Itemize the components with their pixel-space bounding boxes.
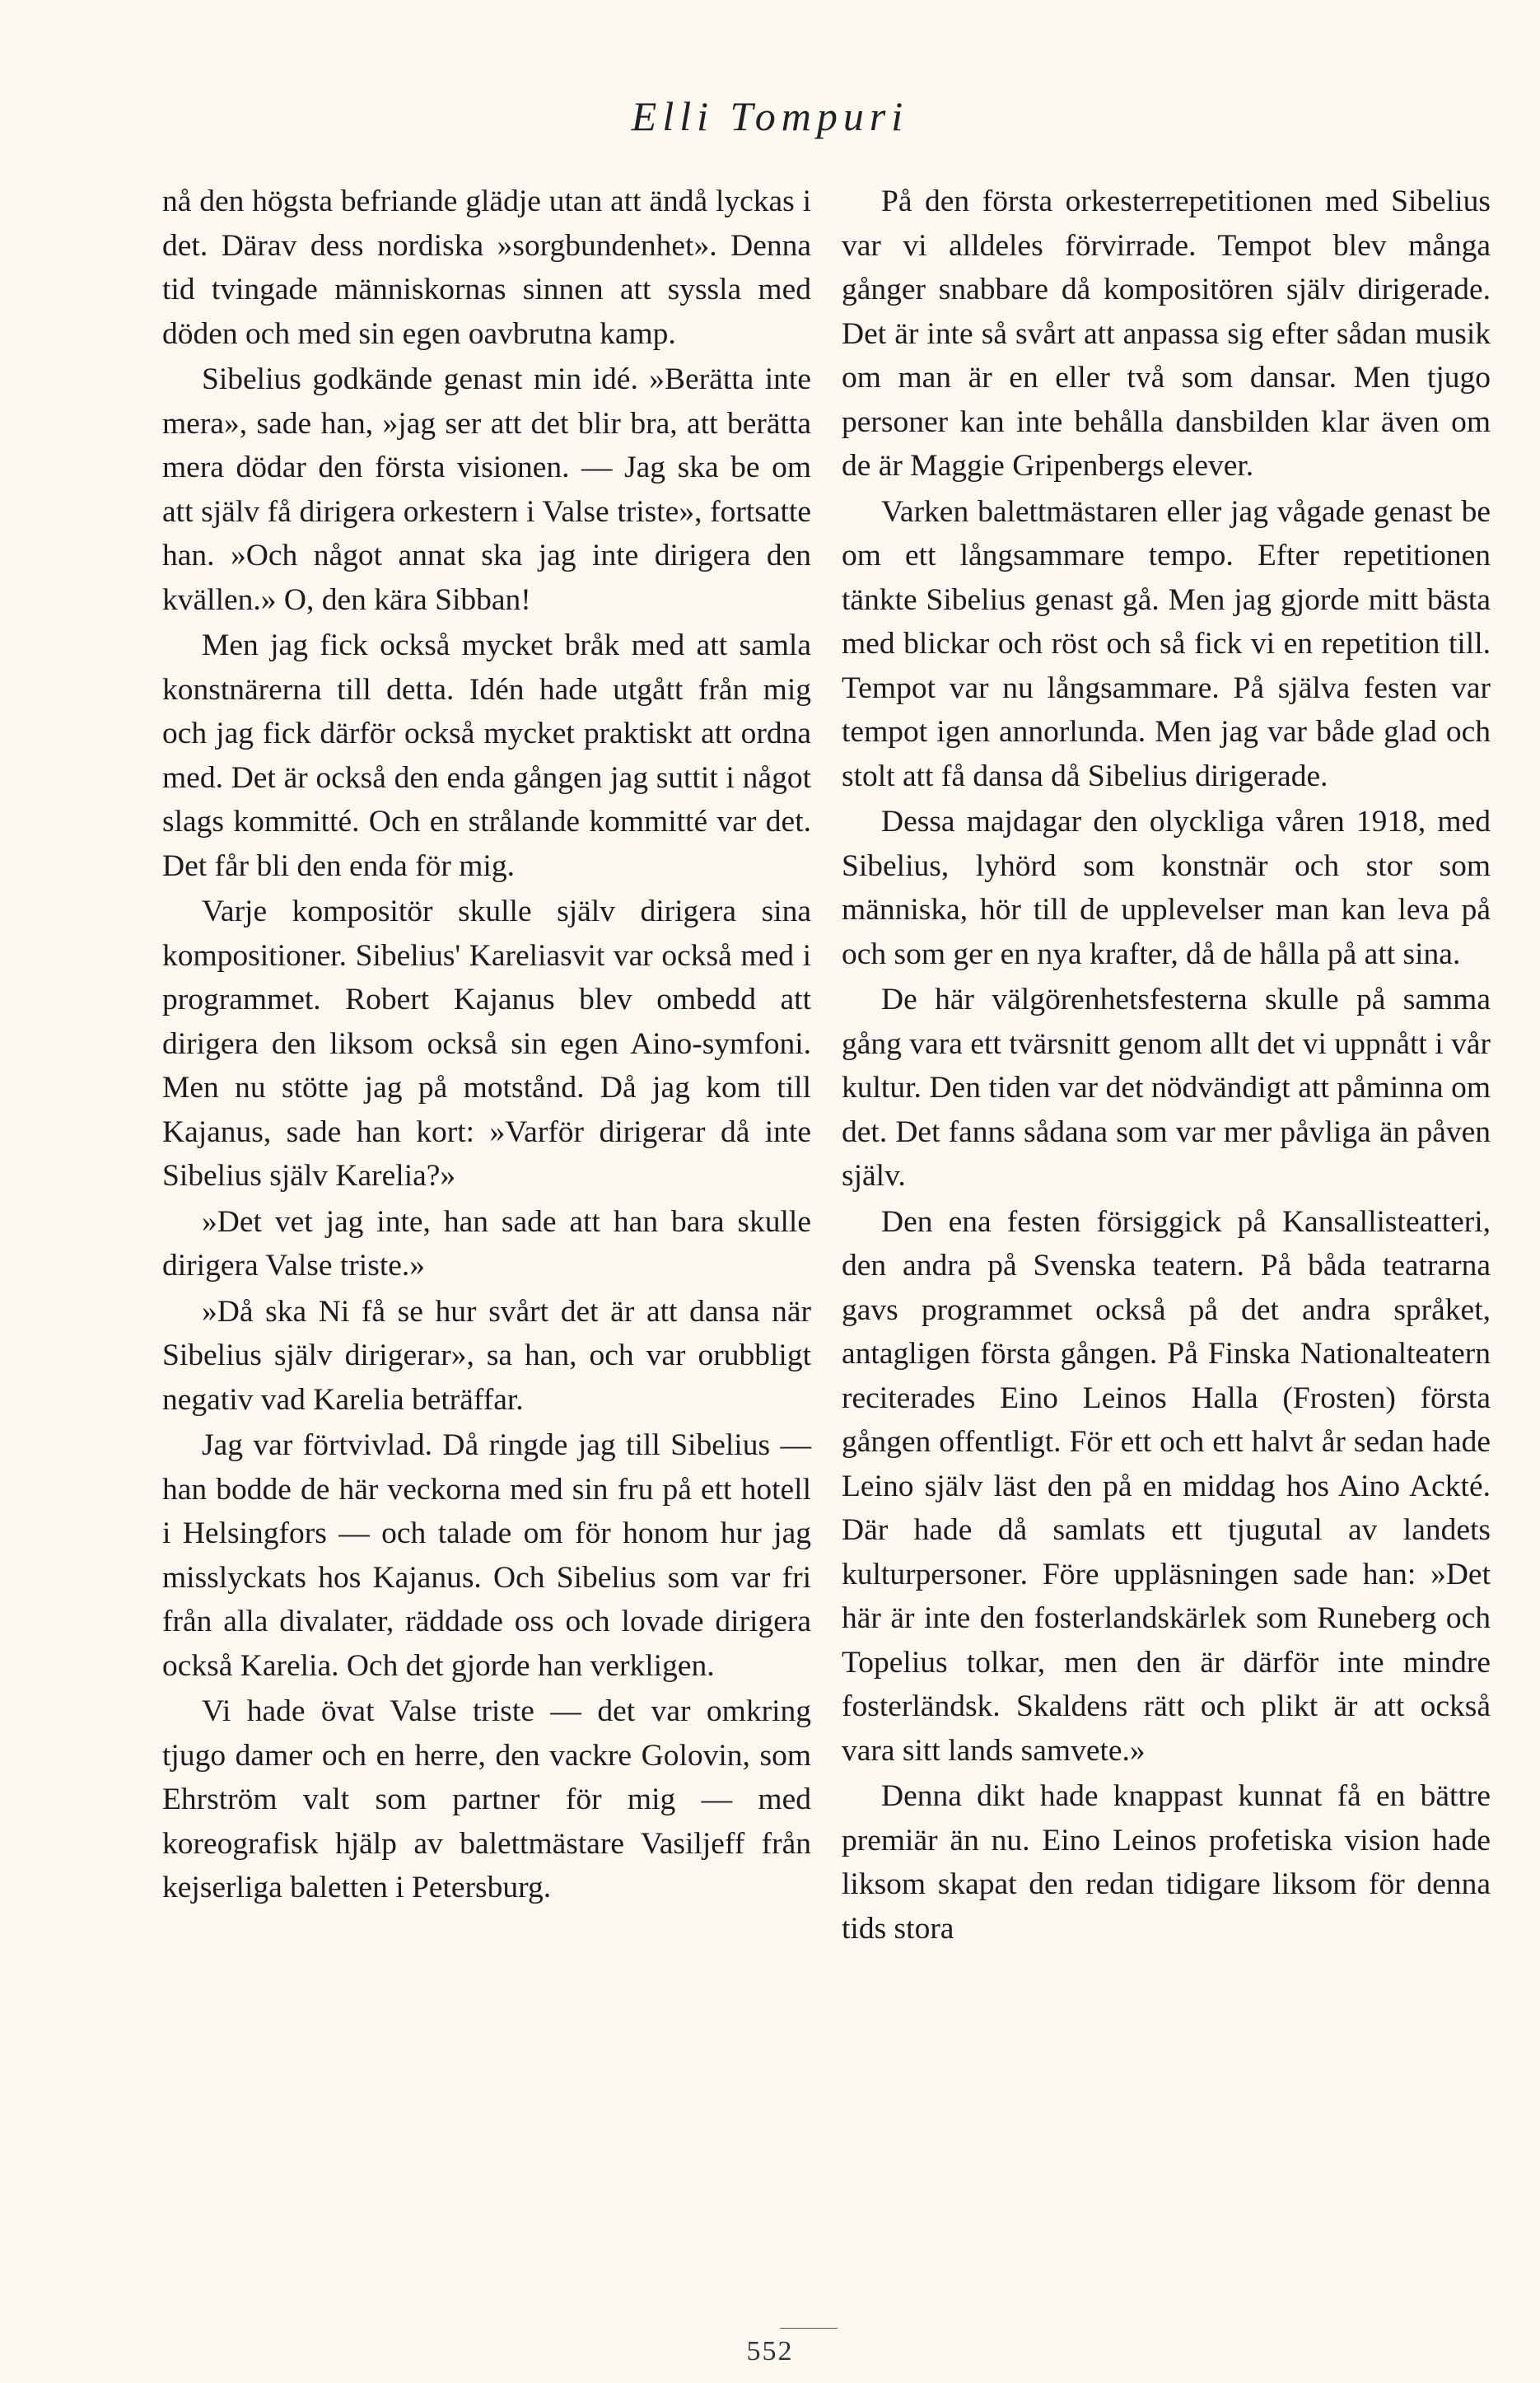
paragraph: Men jag fick också mycket bråk med att samla konstnärerna till detta. Idén hade utgått från mig och jag fick därför också mycket praktiskt att ordna med. Det är också den enda gången jag suttit i något slags kommitté. Och en strålande kommitté var det. Det får bli den enda för mig.	[162, 628, 811, 883]
paragraph: Vi hade övat Valse triste — det var omkring tjugo damer och en herre, den vackre Golovin, som Ehrström valt som partner för mig — med koreografisk hjälp av balettmästare Vasiljeff från kejserliga baletten i Petersburg.	[162, 1694, 811, 1904]
paragraph: nå den högsta befriande glädje utan att ändå lyckas i det. Därav dess nordiska »sorgbundenhet». Denna tid tvingade människornas sinnen att syssla med döden och med sin egen oavbrutna kamp.	[162, 185, 811, 351]
page-number: 552	[746, 2336, 794, 2367]
running-head: Elli Tompuri	[631, 93, 909, 139]
paragraph: Dessa majdagar den olyckliga våren 1918, med Sibelius, lyhörd som konstnär och stor som människa, hör till de upplevelser man kan leva på och som ger en nya krafter, då de hålla på att sina.	[842, 805, 1491, 971]
paragraph: Varken balettmästaren eller jag vågade genast be om ett långsammare tempo. Efter repetitionen tänkte Sibelius genast gå. Men jag gjorde mitt bästa med blickar och röst och så fick vi en repetition till. Tempot var nu långsammare. På själva festen var tempot igen annorlunda. Men jag var både glad och stolt att få dansa då Sibelius dirigerade.	[842, 494, 1491, 793]
page-number-rule	[780, 2328, 838, 2329]
left-column	[162, 180, 811, 1912]
paragraph: Den ena festen försiggick på Kansallisteatteri, den andra på Svenska teatern. På båda teatrarna gavs programmet också på det andra språket, antagligen första gången. På Finska Nationalteatern reciterades Eino Leinos Halla (Frosten) första gången offentligt. För ett och ett halvt år sedan hade Leino själv läst den på en middag hos Aino Ackté. Där hade då samlats ett tjugutal av landets kulturpersoner. Före uppläsningen sade han: »Det här är inte den fosterlandskärlek som Runeberg och Topelius tolkar, men den är därför inte mindre fosterländsk. Skaldens rätt och plikt är att också vara sitt lands samvete.»	[842, 1204, 1491, 1768]
paragraph: Sibelius godkände genast min idé. »Berätta inte mera», sade han, »jag ser att det blir bra, att berätta mera dödar den första visionen. — Jag ska be om att själv få dirigera orkestern i Valse triste», fortsatte han. »Och något annat ska jag inte dirigera den kvällen.» O, den kära Sibban!	[162, 362, 811, 617]
paragraph: »Då ska Ni få se hur svårt det är att dansa när Sibelius själv dirigerar», sa han, och var orubbligt negativ vad Karelia beträffar.	[162, 1294, 811, 1417]
right-column	[842, 180, 1491, 1952]
paragraph: Varje kompositör skulle själv dirigera sina kompositioner. Sibelius' Kareliasvit var också med i programmet. Robert Kajanus blev ombedd att dirigera den liksom också sin egen Aino-symfoni. Men nu stötte jag på motstånd. Då jag kom till Kajanus, sade han kort: »Varför dirigerar då inte Sibelius själv Karelia?»	[162, 895, 811, 1193]
paragraph: »Det vet jag inte, han sade att han bara skulle dirigera Valse triste.»	[162, 1204, 811, 1283]
paragraph: Denna dikt hade knappast kunnat få en bättre premiär än nu. Eino Leinos profetiska vision hade liksom skapat den redan tidigare liksom för denna tids stora	[842, 1779, 1491, 1946]
paragraph: De här välgörenhetsfesterna skulle på samma gång vara ett tvärsnitt genom allt det vi uppnått i vår kultur. Den tiden var det nödvändigt att påminna om det. Det fanns sådana som var mer påvliga än påven själv.	[842, 983, 1491, 1193]
paragraph: På den första orkesterrepetitionen med Sibelius var vi alldeles förvirrade. Tempot blev många gånger snabbare då kompositören själv dirigerade. Det är inte så svårt att anpassa sig efter sådan musik om man är en eller två som dansar. Men tjugo personer kan inte behålla dansbilden klar även om de är Maggie Gripenbergs elever.	[842, 185, 1491, 483]
paragraph: Jag var förtvivlad. Då ringde jag till Sibelius — han bodde de här veckorna med sin fru på ett hotell i Helsingfors — och talade om för honom hur jag misslyckats hos Kajanus. Och Sibelius som var fri från alla divalater, räddade oss och lovade dirigera också Karelia. Och det gjorde han verkligen.	[162, 1428, 811, 1683]
